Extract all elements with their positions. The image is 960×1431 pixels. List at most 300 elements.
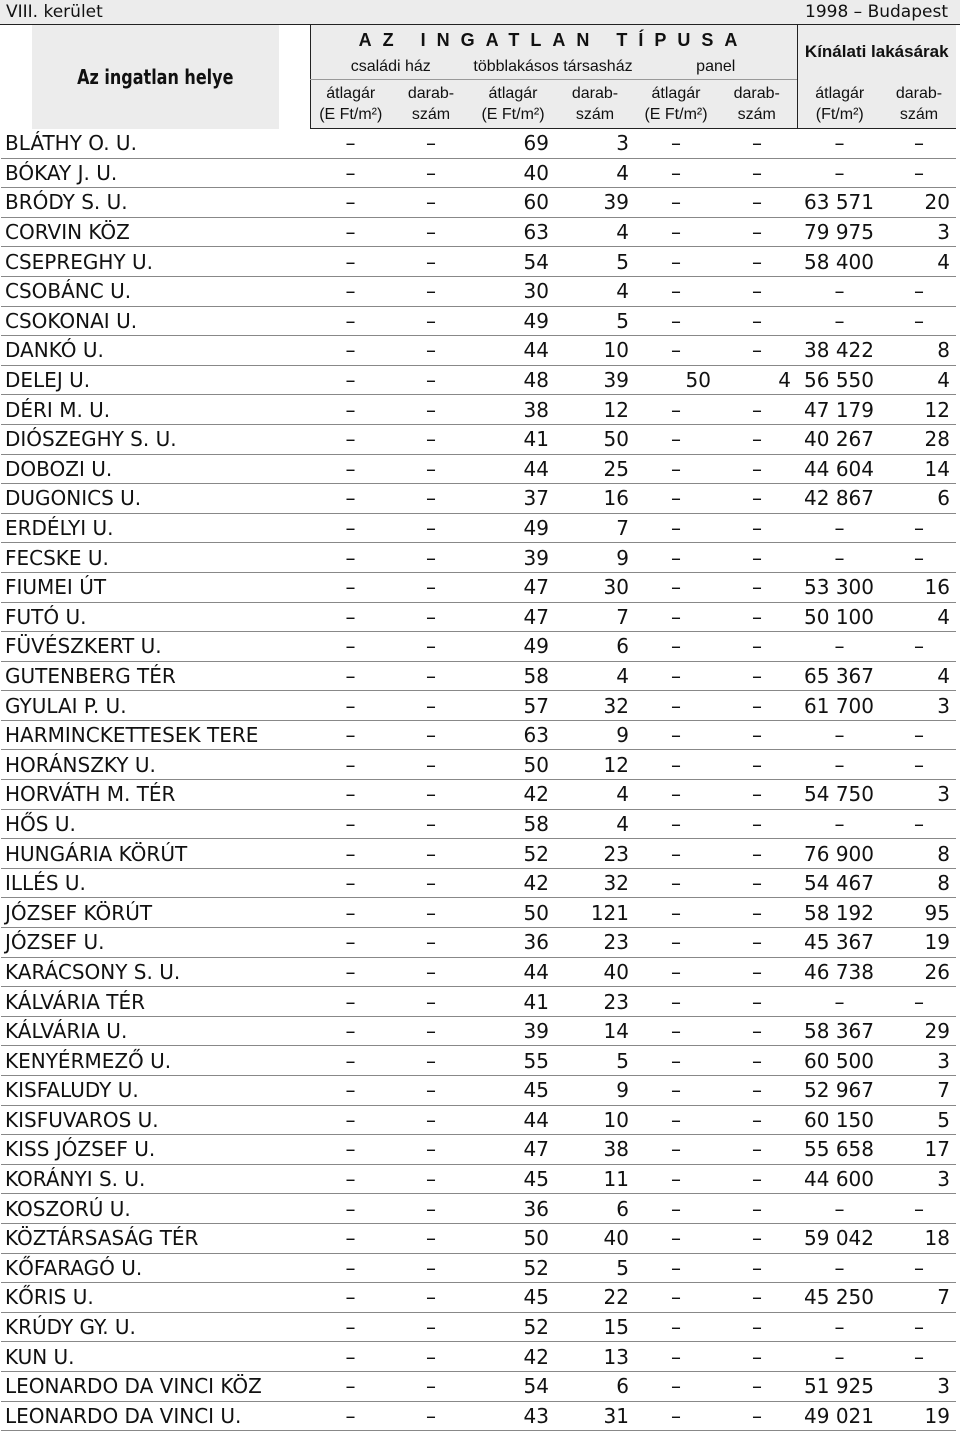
column-header-place: Az ingatlan helye <box>32 25 279 129</box>
family-avg: – <box>310 780 391 810</box>
panel-avg: – <box>635 454 717 484</box>
offer-count: 7 <box>882 1283 956 1313</box>
panel-count: – <box>717 780 797 810</box>
offer-avg-price: – <box>797 276 882 306</box>
condo-avg: 45 <box>471 1076 555 1106</box>
condo-avg: 54 <box>471 247 555 277</box>
family-avg: – <box>310 1135 391 1165</box>
column-header-offer: Kínálati lakásárak <box>797 25 956 80</box>
panel-avg: – <box>635 572 717 602</box>
place-name: BÓKAY J. U. <box>1 158 310 188</box>
subheader-avg-price: átlagár (E Ft/m²) <box>310 80 391 129</box>
family-count: – <box>391 188 471 218</box>
subheader-avg-price: átlagár (E Ft/m²) <box>471 80 555 129</box>
family-count: – <box>391 513 471 543</box>
place-name: FUTÓ U. <box>1 602 310 632</box>
condo-avg: 37 <box>471 484 555 514</box>
offer-avg-price: 60 150 <box>797 1105 882 1135</box>
table-row <box>1 1194 956 1224</box>
condo-avg: 50 <box>471 1223 555 1253</box>
place-name: KRÚDY GY. U. <box>1 1312 310 1342</box>
offer-count: 8 <box>882 839 956 869</box>
offer-avg-price: 61 700 <box>797 691 882 721</box>
family-avg: – <box>310 928 391 958</box>
family-avg: – <box>310 1283 391 1313</box>
panel-avg: – <box>635 1283 717 1313</box>
place-name: FECSKE U. <box>1 543 310 573</box>
panel-count: – <box>717 158 797 188</box>
panel-avg: – <box>635 276 717 306</box>
condo-count: 23 <box>555 928 635 958</box>
subheader-count: darab- szám <box>717 80 797 129</box>
condo-count: 22 <box>555 1283 635 1313</box>
place-name: LEONARDO DA VINCI KÖZ <box>1 1371 310 1401</box>
place-name: KÁLVÁRIA U. <box>1 1016 310 1046</box>
table-row <box>1 780 956 810</box>
panel-count: – <box>717 720 797 750</box>
condo-avg: 49 <box>471 513 555 543</box>
panel-count: – <box>717 247 797 277</box>
offer-count: 19 <box>882 1401 956 1431</box>
place-name: KARÁCSONY S. U. <box>1 957 310 987</box>
place-name: DELEJ U. <box>1 365 310 395</box>
family-count: – <box>391 1046 471 1076</box>
condo-count: 7 <box>555 602 635 632</box>
offer-count: 14 <box>882 454 956 484</box>
family-avg: – <box>310 543 391 573</box>
offer-count: 5 <box>882 1105 956 1135</box>
condo-avg: 30 <box>471 276 555 306</box>
offer-avg-price: 50 100 <box>797 602 882 632</box>
family-avg: – <box>310 129 391 159</box>
offer-count: – <box>882 809 956 839</box>
place-name: KISFUVAROS U. <box>1 1105 310 1135</box>
offer-avg-price: 58 192 <box>797 898 882 928</box>
condo-avg: 57 <box>471 691 555 721</box>
condo-count: 9 <box>555 720 635 750</box>
family-avg: – <box>310 1312 391 1342</box>
subheader-avg-price: átlagár (E Ft/m²) <box>635 80 717 129</box>
offer-count: 8 <box>882 336 956 366</box>
subheader-offer-avg-price: átlagár (Ft/m²) <box>797 80 882 129</box>
offer-avg-price: 42 867 <box>797 484 882 514</box>
panel-count: – <box>717 691 797 721</box>
place-name: ERDÉLYI U. <box>1 513 310 543</box>
family-avg: – <box>310 1371 391 1401</box>
table-row <box>1 543 956 573</box>
condo-avg: 44 <box>471 957 555 987</box>
table-row <box>1 1283 956 1313</box>
condo-count: 31 <box>555 1401 635 1431</box>
offer-avg-price: 44 600 <box>797 1164 882 1194</box>
family-count: – <box>391 720 471 750</box>
page-header <box>0 0 960 25</box>
offer-count: – <box>882 158 956 188</box>
offer-count: 3 <box>882 780 956 810</box>
table-row <box>1 868 956 898</box>
group-header-family-house: családi ház <box>310 55 471 80</box>
condo-count: 5 <box>555 1253 635 1283</box>
family-count: – <box>391 1312 471 1342</box>
condo-count: 9 <box>555 543 635 573</box>
panel-count: – <box>717 217 797 247</box>
offer-count: 29 <box>882 1016 956 1046</box>
condo-avg: 41 <box>471 987 555 1017</box>
condo-avg: 36 <box>471 928 555 958</box>
place-name: KOSZORÚ U. <box>1 1194 310 1224</box>
family-avg: – <box>310 188 391 218</box>
family-avg: – <box>310 1046 391 1076</box>
place-name: KUN U. <box>1 1342 310 1372</box>
offer-avg-price: 46 738 <box>797 957 882 987</box>
family-count: – <box>391 602 471 632</box>
panel-count: – <box>717 1253 797 1283</box>
panel-count: – <box>717 395 797 425</box>
table-row <box>1 247 956 277</box>
offer-count: – <box>882 129 956 159</box>
family-count: – <box>391 1342 471 1372</box>
offer-count: 4 <box>882 365 956 395</box>
condo-avg: 42 <box>471 1342 555 1372</box>
condo-avg: 42 <box>471 868 555 898</box>
panel-avg: – <box>635 336 717 366</box>
offer-avg-price: 76 900 <box>797 839 882 869</box>
place-name: JÓZSEF U. <box>1 928 310 958</box>
panel-avg: – <box>635 543 717 573</box>
condo-avg: 47 <box>471 572 555 602</box>
panel-count: – <box>717 1401 797 1431</box>
condo-count: 5 <box>555 1046 635 1076</box>
offer-avg-price: 55 658 <box>797 1135 882 1165</box>
panel-avg: – <box>635 1135 717 1165</box>
panel-count: – <box>717 543 797 573</box>
condo-avg: 47 <box>471 1135 555 1165</box>
table-row <box>1 1164 956 1194</box>
family-count: – <box>391 632 471 662</box>
panel-count: – <box>717 306 797 336</box>
condo-avg: 45 <box>471 1164 555 1194</box>
family-count: – <box>391 1223 471 1253</box>
panel-count: – <box>717 839 797 869</box>
condo-count: 9 <box>555 1076 635 1106</box>
offer-avg-price: – <box>797 513 882 543</box>
panel-avg: – <box>635 158 717 188</box>
table-row <box>1 365 956 395</box>
table-row <box>1 1076 956 1106</box>
condo-count: 30 <box>555 572 635 602</box>
offer-avg-price: 47 179 <box>797 395 882 425</box>
condo-count: 25 <box>555 454 635 484</box>
table-row <box>1 572 956 602</box>
place-name: KŐRIS U. <box>1 1283 310 1313</box>
table-row <box>1 1401 956 1431</box>
offer-avg-price: 52 967 <box>797 1076 882 1106</box>
panel-avg: – <box>635 424 717 454</box>
condo-count: 6 <box>555 1194 635 1224</box>
offer-count: 95 <box>882 898 956 928</box>
condo-avg: 52 <box>471 839 555 869</box>
table-row <box>1 661 956 691</box>
panel-avg: – <box>635 898 717 928</box>
family-count: – <box>391 957 471 987</box>
family-count: – <box>391 336 471 366</box>
family-count: – <box>391 809 471 839</box>
panel-count: – <box>717 188 797 218</box>
panel-avg: – <box>635 691 717 721</box>
family-avg: – <box>310 454 391 484</box>
panel-count: – <box>717 1046 797 1076</box>
offer-count: 12 <box>882 395 956 425</box>
table-row <box>1 1342 956 1372</box>
condo-count: 4 <box>555 276 635 306</box>
condo-count: 12 <box>555 750 635 780</box>
offer-count: 17 <box>882 1135 956 1165</box>
family-avg: – <box>310 839 391 869</box>
place-name: HORÁNSZKY U. <box>1 750 310 780</box>
condo-count: 11 <box>555 1164 635 1194</box>
condo-count: 6 <box>555 1371 635 1401</box>
panel-avg: – <box>635 1342 717 1372</box>
table-row <box>1 809 956 839</box>
panel-avg: – <box>635 1312 717 1342</box>
offer-count: 6 <box>882 484 956 514</box>
condo-count: 32 <box>555 691 635 721</box>
condo-avg: 38 <box>471 395 555 425</box>
panel-avg: – <box>635 750 717 780</box>
table-row <box>1 1135 956 1165</box>
offer-count: 4 <box>882 247 956 277</box>
offer-avg-price: – <box>797 158 882 188</box>
panel-count: – <box>717 572 797 602</box>
family-count: – <box>391 691 471 721</box>
offer-avg-price: 51 925 <box>797 1371 882 1401</box>
place-name: DANKÓ U. <box>1 336 310 366</box>
family-count: – <box>391 898 471 928</box>
offer-avg-price: 54 750 <box>797 780 882 810</box>
condo-avg: 39 <box>471 543 555 573</box>
family-count: – <box>391 1076 471 1106</box>
panel-avg: – <box>635 661 717 691</box>
condo-avg: 39 <box>471 1016 555 1046</box>
family-count: – <box>391 839 471 869</box>
panel-count: – <box>717 809 797 839</box>
panel-count: – <box>717 454 797 484</box>
panel-count: – <box>717 1135 797 1165</box>
panel-count: – <box>717 661 797 691</box>
family-avg: – <box>310 365 391 395</box>
family-count: – <box>391 780 471 810</box>
offer-count: – <box>882 750 956 780</box>
offer-count: 3 <box>882 1164 956 1194</box>
place-name: CSOKONAI U. <box>1 306 310 336</box>
family-avg: – <box>310 276 391 306</box>
family-avg: – <box>310 395 391 425</box>
offer-avg-price: – <box>797 809 882 839</box>
offer-avg-price: – <box>797 1253 882 1283</box>
table-row <box>1 1253 956 1283</box>
condo-count: 32 <box>555 868 635 898</box>
condo-avg: 48 <box>471 365 555 395</box>
panel-avg: – <box>635 957 717 987</box>
family-avg: – <box>310 484 391 514</box>
table-row <box>1 513 956 543</box>
condo-count: 5 <box>555 306 635 336</box>
group-header-condominium: többlakásos társasház <box>471 55 635 80</box>
family-avg: – <box>310 1253 391 1283</box>
family-count: – <box>391 543 471 573</box>
place-name: KENYÉRMEZŐ U. <box>1 1046 310 1076</box>
family-count: – <box>391 395 471 425</box>
offer-avg-price: – <box>797 1312 882 1342</box>
family-avg: – <box>310 513 391 543</box>
subheader-offer-count: darab- szám <box>882 80 956 129</box>
offer-avg-price: 49 021 <box>797 1401 882 1431</box>
family-count: – <box>391 661 471 691</box>
offer-avg-price: – <box>797 632 882 662</box>
panel-avg: – <box>635 129 717 159</box>
place-name: KISS JÓZSEF U. <box>1 1135 310 1165</box>
table-row <box>1 188 956 218</box>
panel-count: – <box>717 750 797 780</box>
panel-count: – <box>717 513 797 543</box>
family-count: – <box>391 928 471 958</box>
panel-avg: – <box>635 928 717 958</box>
panel-avg: – <box>635 1105 717 1135</box>
condo-count: 14 <box>555 1016 635 1046</box>
panel-avg: – <box>635 1046 717 1076</box>
offer-avg-price: 63 571 <box>797 188 882 218</box>
place-name: KISFALUDY U. <box>1 1076 310 1106</box>
family-count: – <box>391 987 471 1017</box>
place-name: DÉRI M. U. <box>1 395 310 425</box>
family-count: – <box>391 868 471 898</box>
family-count: – <box>391 424 471 454</box>
family-avg: – <box>310 809 391 839</box>
place-name: LEONARDO DA VINCI U. <box>1 1401 310 1431</box>
table-row <box>1 928 956 958</box>
condo-count: 23 <box>555 839 635 869</box>
family-avg: – <box>310 987 391 1017</box>
condo-avg: 44 <box>471 454 555 484</box>
place-name: DUGONICS U. <box>1 484 310 514</box>
place-name: HŐS U. <box>1 809 310 839</box>
family-avg: – <box>310 1194 391 1224</box>
place-name: HARMINCKETTESEK TERE <box>1 720 310 750</box>
panel-count: – <box>717 424 797 454</box>
offer-avg-price: 40 267 <box>797 424 882 454</box>
condo-count: 23 <box>555 987 635 1017</box>
family-avg: – <box>310 750 391 780</box>
condo-avg: 36 <box>471 1194 555 1224</box>
offer-count: 18 <box>882 1223 956 1253</box>
offer-avg-price: 60 500 <box>797 1046 882 1076</box>
panel-count: – <box>717 957 797 987</box>
table-row <box>1 1371 956 1401</box>
place-name: CSOBÁNC U. <box>1 276 310 306</box>
offer-count: – <box>882 1312 956 1342</box>
panel-avg: – <box>635 1371 717 1401</box>
family-count: – <box>391 365 471 395</box>
panel-count: – <box>717 129 797 159</box>
condo-avg: 58 <box>471 661 555 691</box>
place-name: DIÓSZEGHY S. U. <box>1 424 310 454</box>
panel-avg: – <box>635 513 717 543</box>
place-name: KŐFARAGÓ U. <box>1 1253 310 1283</box>
group-header-panel: panel <box>635 55 797 80</box>
panel-count: – <box>717 336 797 366</box>
offer-avg-price: – <box>797 1194 882 1224</box>
offer-count: 16 <box>882 572 956 602</box>
offer-avg-price: 53 300 <box>797 572 882 602</box>
condo-avg: 40 <box>471 158 555 188</box>
panel-count: – <box>717 1283 797 1313</box>
offer-avg-price: 54 467 <box>797 868 882 898</box>
family-count: – <box>391 1135 471 1165</box>
offer-avg-price: – <box>797 720 882 750</box>
condo-avg: 52 <box>471 1312 555 1342</box>
condo-count: 4 <box>555 780 635 810</box>
offer-count: – <box>882 632 956 662</box>
family-count: – <box>391 1371 471 1401</box>
panel-count: – <box>717 276 797 306</box>
family-avg: – <box>310 691 391 721</box>
table-row <box>1 1105 956 1135</box>
offer-count: – <box>882 306 956 336</box>
table-row <box>1 750 956 780</box>
condo-avg: 43 <box>471 1401 555 1431</box>
panel-avg: – <box>635 720 717 750</box>
condo-avg: 63 <box>471 217 555 247</box>
offer-avg-price: – <box>797 129 882 159</box>
panel-avg: 50 <box>635 365 717 395</box>
table-row <box>1 424 956 454</box>
panel-count: – <box>717 1194 797 1224</box>
panel-count: – <box>717 1312 797 1342</box>
panel-avg: – <box>635 1076 717 1106</box>
panel-avg: – <box>635 987 717 1017</box>
offer-count: – <box>882 1342 956 1372</box>
offer-count: 26 <box>882 957 956 987</box>
family-avg: – <box>310 898 391 928</box>
offer-avg-price: – <box>797 306 882 336</box>
condo-avg: 45 <box>471 1283 555 1313</box>
panel-count: – <box>717 1223 797 1253</box>
offer-count: 3 <box>882 217 956 247</box>
place-name: GUTENBERG TÉR <box>1 661 310 691</box>
panel-avg: – <box>635 395 717 425</box>
column-header-type: AZ INGATLAN TÍPUSA <box>310 25 797 55</box>
offer-avg-price: 45 367 <box>797 928 882 958</box>
offer-avg-price: – <box>797 750 882 780</box>
condo-count: 4 <box>555 809 635 839</box>
panel-avg: – <box>635 1016 717 1046</box>
year-city-label: 1998 – Budapest <box>805 2 948 22</box>
table-row <box>1 336 956 366</box>
table-row <box>1 1016 956 1046</box>
place-name: BRÓDY S. U. <box>1 188 310 218</box>
family-avg: – <box>310 1401 391 1431</box>
family-count: – <box>391 1283 471 1313</box>
panel-count: 4 <box>717 365 797 395</box>
family-avg: – <box>310 1342 391 1372</box>
offer-count: 19 <box>882 928 956 958</box>
condo-count: 12 <box>555 395 635 425</box>
condo-count: 39 <box>555 365 635 395</box>
family-avg: – <box>310 661 391 691</box>
family-count: – <box>391 1401 471 1431</box>
condo-count: 4 <box>555 158 635 188</box>
place-name: HUNGÁRIA KÖRÚT <box>1 839 310 869</box>
